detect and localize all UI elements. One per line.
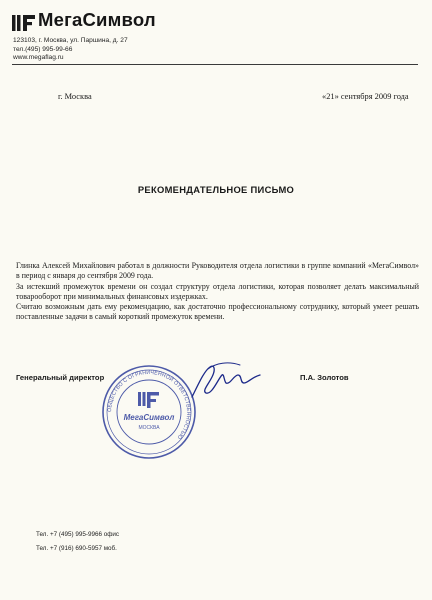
letterhead-divider: [12, 64, 418, 65]
contact-phone-mobile: Тел. +7 (916) 690-5957 моб.: [36, 545, 117, 552]
company-address: 123103, г. Москва, ул. Паршина, д. 27: [13, 37, 128, 44]
stamp-brand: МегаСимвол: [123, 413, 175, 422]
megasymbol-logo-icon: [12, 13, 36, 33]
letter-city: г. Москва: [58, 92, 92, 101]
stamp-ring-text: ОБЩЕСТВО С ОГРАНИЧЕННОЙ ОТВЕТСТВЕННОСТЬЮ: [106, 369, 192, 441]
letter-date: «21» сентября 2009 года: [322, 92, 409, 101]
company-website: www.megaflag.ru: [13, 54, 64, 61]
handwritten-signature: [186, 357, 264, 405]
stamp-logo-icon: [138, 392, 159, 408]
document-title: РЕКОМЕНДАТЕЛЬНОЕ ПИСЬМО: [137, 184, 295, 195]
letter-body: [16, 261, 419, 323]
body-paragraph: Глинка Алексей Михайлович работал в должности Руководителя отдела логистики в группе компаний «МегаСимвол» в период с января до сентября 2009 года.: [16, 261, 419, 281]
signatory-position: Генеральный директор: [16, 373, 105, 382]
company-stamp: [99, 362, 199, 462]
contact-phone-office: Тел. +7 (495) 995-9966 офис: [36, 531, 120, 538]
company-phone: тел.(495) 995-99-66: [13, 46, 73, 53]
body-paragraph: Считаю возможным дать ему рекомендацию, как достаточно профессиональному сотруднику, который умеет решать поставленные задачи в самый короткий промежуток времени.: [16, 302, 419, 322]
company-name: МегаСимвол: [38, 9, 156, 30]
stamp-city: МОСКВА: [138, 425, 160, 431]
body-paragraph: За истекший промежуток времени он создал структуру отдела логистики, которая позволяет делать максимальный товарооборот при минимальных финансовых издержках.: [16, 281, 419, 301]
signatory-name: П.А. Золотов: [300, 373, 349, 382]
